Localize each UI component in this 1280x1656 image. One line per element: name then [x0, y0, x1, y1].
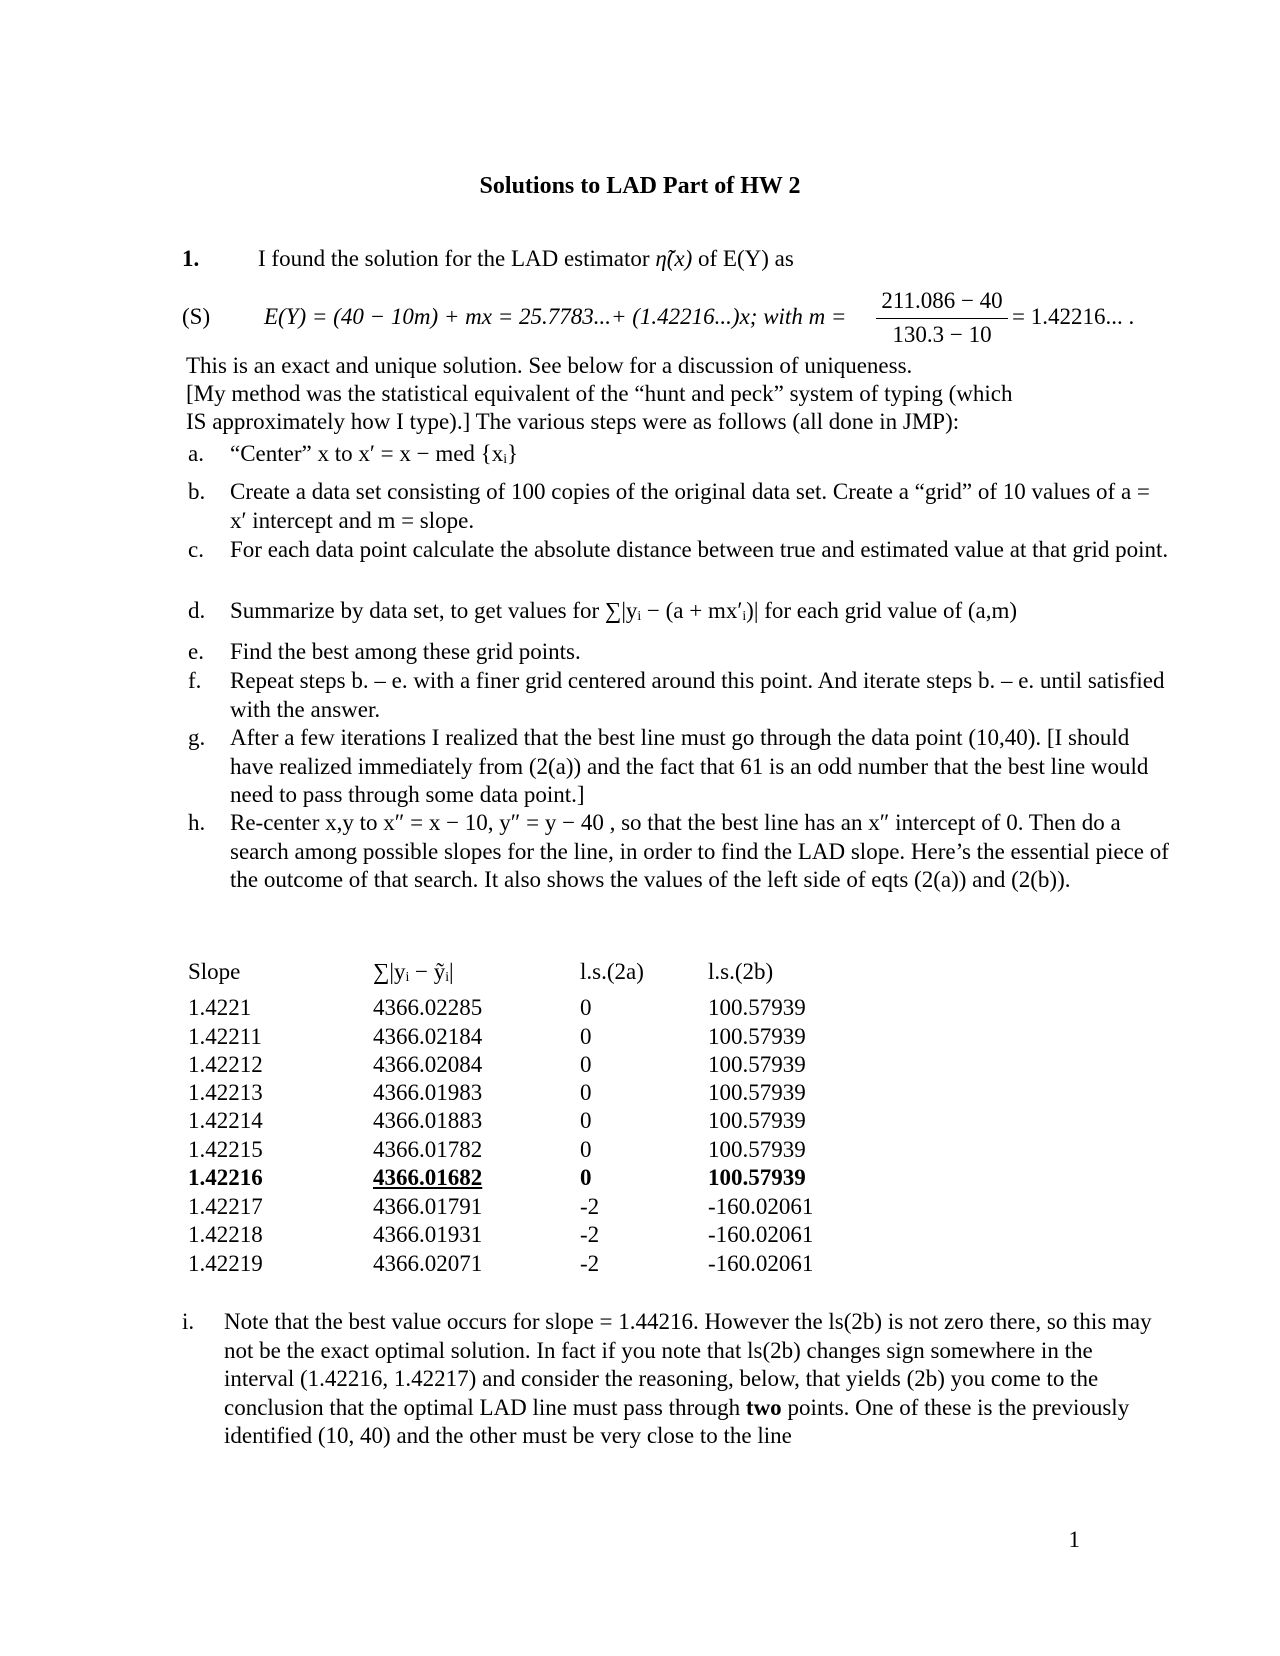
- table-row: [188, 1251, 888, 1280]
- page-title: Solutions to LAD Part of HW 2: [479, 173, 801, 199]
- header-ls2b: l.s.(2b): [708, 959, 774, 984]
- cell-ls2b: 100.57939: [708, 1165, 806, 1190]
- cell-slope: 1.42218: [188, 1222, 263, 1247]
- note-label: i.: [182, 1309, 195, 1334]
- cell-ls2b: 100.57939: [708, 1108, 806, 1133]
- cell-slope: 1.42212: [188, 1052, 263, 1077]
- cell-sum: 4366.01983: [373, 1080, 483, 1105]
- cell-slope: 1.42211: [188, 1024, 262, 1049]
- fraction-denominator: 130.3 − 10: [892, 322, 992, 347]
- cell-ls2a: -2: [580, 1194, 600, 1219]
- step-text: For each data point calculate the absolute distance between true and estimated value at that grid point.: [230, 537, 1169, 562]
- cell-sum: 4366.01883: [373, 1108, 483, 1133]
- cell-ls2b: 100.57939: [708, 1024, 806, 1049]
- cell-ls2b: -160.02061: [708, 1194, 814, 1219]
- cell-ls2a: -2: [580, 1251, 600, 1276]
- cell-sum: 4366.02285: [373, 995, 483, 1020]
- step-label: g.: [188, 725, 206, 750]
- table-row: [188, 1052, 888, 1081]
- step-label: a.: [188, 441, 204, 466]
- estimator-symbol: η̃(x): [655, 246, 693, 271]
- cell-sum: 4366.02084: [373, 1052, 483, 1077]
- table-row: [188, 1024, 888, 1053]
- cell-sum: 4366.01782: [373, 1137, 483, 1162]
- cell-ls2a: -2: [580, 1222, 600, 1247]
- step-label: e.: [188, 639, 204, 664]
- step-label: d.: [188, 598, 206, 623]
- cell-ls2b: 100.57939: [708, 1137, 806, 1162]
- table-row: [188, 1080, 888, 1109]
- paragraph-line-3: IS approximately how I type).] The various steps were as follows (all done in JMP):: [186, 409, 960, 434]
- cell-ls2b: -160.02061: [708, 1251, 814, 1276]
- cell-slope: 1.42217: [188, 1194, 263, 1219]
- step-text: Find the best among these grid points.: [230, 639, 581, 664]
- table-row: [188, 1194, 888, 1223]
- header-ls2a: l.s.(2a): [580, 959, 644, 984]
- step-label: f.: [188, 668, 202, 693]
- fraction-bar: [876, 318, 1008, 319]
- cell-slope: 1.42214: [188, 1108, 263, 1133]
- cell-sum: 4366.02071: [373, 1251, 483, 1276]
- step-text: Summarize by data set, to get values for ∑|yᵢ − (a + mx′ᵢ)| for each grid value of (a,m): [230, 598, 1018, 623]
- cell-sum: 4366.01791: [373, 1194, 483, 1219]
- equation-label: (S): [182, 304, 211, 329]
- cell-sum: 4366.01931: [373, 1222, 483, 1247]
- step-label: h.: [188, 810, 206, 835]
- header-slope: Slope: [188, 959, 241, 984]
- page-number: 1: [1068, 1527, 1080, 1552]
- problem-intro: [258, 245, 794, 273]
- table-row: [188, 995, 888, 1024]
- cell-ls2a: 0: [580, 1165, 592, 1190]
- paragraph-line-1: This is an exact and unique solution. See below for a discussion of uniqueness.: [186, 353, 913, 378]
- table-row: [188, 1222, 888, 1251]
- cell-ls2a: 0: [580, 1052, 592, 1077]
- cell-slope: 1.42215: [188, 1137, 263, 1162]
- cell-slope: 1.42219: [188, 1251, 263, 1276]
- step-text: Create a data set consisting of 100 copies of the original data set. Create a “grid” of 10 values of a = x′ intercept and m = slope.: [230, 479, 1150, 533]
- cell-ls2b: 100.57939: [708, 995, 806, 1020]
- table-header-row: [188, 959, 888, 988]
- cell-ls2a: 0: [580, 1137, 592, 1162]
- cell-ls2b: -160.02061: [708, 1222, 814, 1247]
- paragraph-line-2: [My method was the statistical equivalent of the “hunt and peck” system of typing (which: [186, 381, 1013, 406]
- cell-slope: 1.4221: [188, 995, 252, 1020]
- step-text: Re-center x,y to x″ = x − 10, y″ = y − 40 , so that the best line has an x″ intercept of 0. Then do a search among possible slopes for the line, in order to find the LAD slope. Here’s the essential piece of the outcome of that search. It also shows the values of the left side of eqts (2(a)) and (2(b)).: [230, 810, 1169, 892]
- intro-after: of E(Y) as: [698, 246, 794, 271]
- table-row: [188, 1137, 888, 1166]
- note-text-after: points. One of these is the previously identified (10, 40) and the other must be very close to the line: [224, 1394, 1130, 1448]
- note-text-before: Note that the best value occurs for slope = 1.44216. However the ls(2b) is not zero there, so this may not be the exact optimal solution. In fact if you note that ls(2b) changes sign somewhere in the interval (1.42216, 1.42217) and consider the reasoning, below, that yields (2b) you come to the conclusion that the optimal LAD line must pass through: [224, 1309, 1152, 1420]
- fraction-numerator: 211.086 − 40: [881, 288, 1003, 313]
- cell-ls2a: 0: [580, 1024, 592, 1049]
- cell-ls2a: 0: [580, 995, 592, 1020]
- step-text: After a few iterations I realized that the best line must go through the data point (10,40). [I should have realized immediately from (2(a)) and the fact that 61 is an odd number that the best line would need to pass through some data point.]: [230, 725, 1149, 807]
- table-row-best: [188, 1165, 888, 1194]
- problem-number: 1.: [182, 246, 200, 271]
- cell-slope: 1.42213: [188, 1080, 263, 1105]
- cell-ls2b: 100.57939: [708, 1052, 806, 1077]
- step-text: Repeat steps b. – e. with a finer grid centered around this point. And iterate steps b. – e. until satisfied with the answer.: [230, 668, 1165, 722]
- header-sum-abs: ∑|yᵢ − ỹᵢ|: [373, 959, 454, 984]
- cell-sum: 4366.02184: [373, 1024, 483, 1049]
- equation-lhs: E(Y) = (40 − 10m) + mx = 25.7783...+ (1.42216...)x; with m =: [264, 304, 847, 329]
- note-bold-word: two: [745, 1394, 782, 1420]
- note-text: [224, 1308, 1164, 1451]
- table-row: [188, 1108, 888, 1137]
- equation-result: = 1.42216... .: [1012, 304, 1135, 329]
- step-text: “Center” x to x′ = x − med {xᵢ}: [230, 441, 519, 466]
- cell-sum: 4366.01682: [373, 1165, 483, 1190]
- cell-ls2b: 100.57939: [708, 1080, 806, 1105]
- cell-ls2a: 0: [580, 1080, 592, 1105]
- cell-slope: 1.42216: [188, 1165, 263, 1190]
- step-label: b.: [188, 479, 206, 504]
- step-label: c.: [188, 537, 204, 562]
- intro-before: I found the solution for the LAD estimator: [258, 246, 650, 271]
- cell-ls2a: 0: [580, 1108, 592, 1133]
